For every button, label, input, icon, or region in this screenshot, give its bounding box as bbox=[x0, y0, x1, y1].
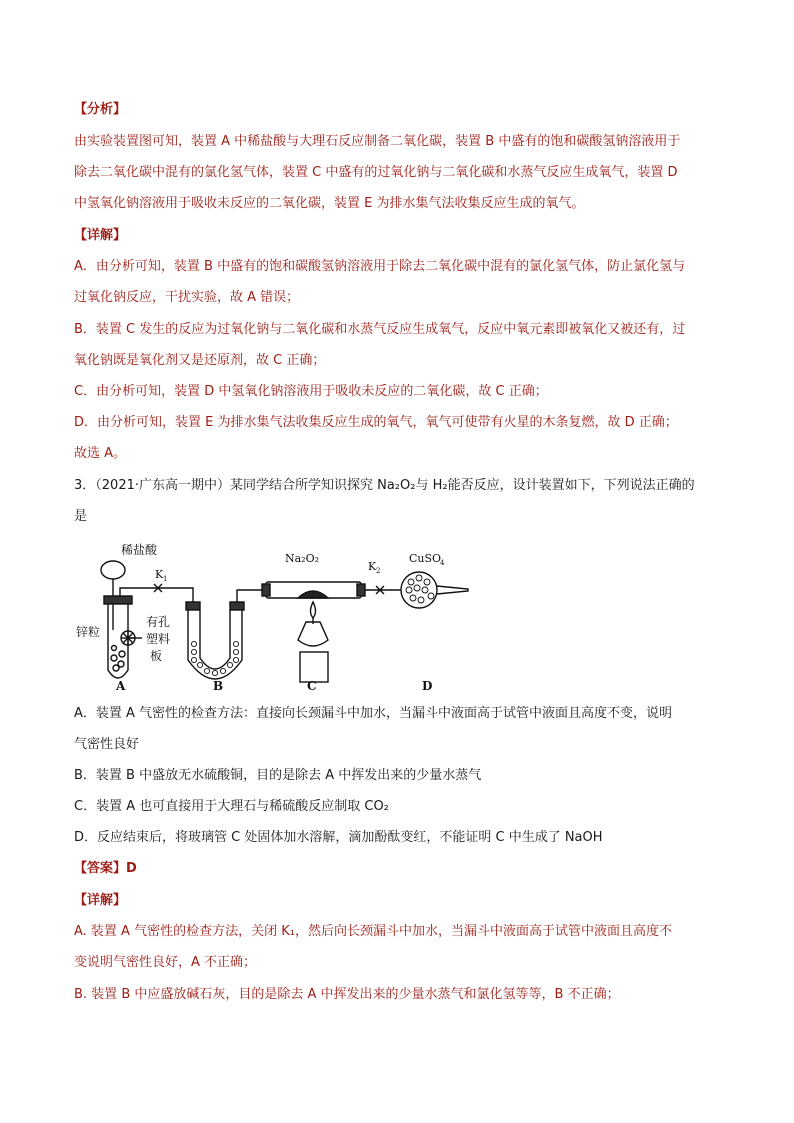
funnel-bulb bbox=[101, 561, 125, 579]
detail-line: D．由分析可知，装置 E 为排水集气法收集反应生成的氧气，氧气可使带有火星的木条复燃，故 D 正确； bbox=[74, 415, 678, 430]
detail-heading: 【详解】 bbox=[74, 228, 127, 243]
question-stem-cont: 是 bbox=[74, 509, 88, 524]
flame bbox=[311, 602, 316, 618]
analysis-line: 由实验装置图可知，装置 A 中稀盐酸与大理石反应制备二氧化碳，装置 B 中盛有的饱和碳酸氢钠溶液用于 bbox=[74, 134, 681, 149]
alcohol-lamp bbox=[298, 622, 328, 646]
analysis-line: 中氢氧化钠溶液用于吸收未反应的二氧化碳，装置 E 为排水集气法收集反应生成的氧气。 bbox=[74, 196, 585, 211]
label-plate-1: 有孔 bbox=[146, 615, 171, 629]
detail-line: C．由分析可知，装置 D 中氢氧化钠溶液用于吸收未反应的二氧化碳，故 C 正确； bbox=[74, 384, 548, 399]
option-d: D．反应结束后，将玻璃管 C 处固体加水溶解，滴加酚酞变红，不能证明 C 中生成了 NaOH bbox=[74, 830, 603, 845]
label-k1-sub: 1 bbox=[163, 575, 168, 583]
drying-stem bbox=[437, 586, 468, 594]
detail2-heading: 【详解】 bbox=[74, 893, 127, 908]
analysis-heading: 【分析】 bbox=[74, 102, 127, 117]
label-k1: K bbox=[155, 568, 164, 581]
detail2-line: A. 装置 A 气密性的检查方法，关闭 K₁，然后向长颈漏斗中加水，当漏斗中液面高于试管中液面且高度不 bbox=[74, 924, 672, 939]
detail-line: B．装置 C 发生的反应为过氧化钠与二氧化碳和水蒸气反应生成氧气，反应中氧元素即被氧化又被还有，过 bbox=[74, 322, 686, 337]
stopper-b2 bbox=[230, 602, 244, 610]
label-cuso4-sub: 4 bbox=[440, 559, 445, 567]
label-plate-3: 板 bbox=[150, 649, 163, 663]
label-d: D bbox=[422, 679, 433, 693]
detail-line: A．由分析可知，装置 B 中盛有的饱和碳酸氢钠溶液用于除去二氧化碳中混有的氯化氢气体，防止氯化氢与 bbox=[74, 259, 686, 274]
detail2-line: B. 装置 B 中应盛放碱石灰，目的是除去 A 中挥发出来的少量水蒸气和氯化氢等等，B 不正确； bbox=[74, 987, 620, 1002]
label-na2o2: Na₂O₂ bbox=[285, 552, 320, 565]
option-b: B．装置 B 中盛放无水硫酸铜，目的是除去 A 中挥发出来的少量水蒸气 bbox=[74, 768, 482, 783]
na2o2-powder bbox=[298, 591, 328, 598]
answer-line: 【答案】D bbox=[74, 861, 137, 876]
option-a: A．装置 A 气密性的检查方法：直接向长颈漏斗中加水，当漏斗中液面高于试管中液面且高度不变，说明 bbox=[74, 706, 673, 721]
label-cuso4: CuSO bbox=[409, 552, 442, 565]
question-stem: 3．（2021·广东高一期中）某同学结合所学知识探究 Na₂O₂与 H₂能否反应，设计装置如下，下列说法正确的 bbox=[74, 478, 695, 493]
label-plate-2: 塑料 bbox=[146, 632, 171, 646]
detail-line: 氧化钠既是氧化剂又是还原剂，故 C 正确； bbox=[74, 353, 326, 368]
stopper-b1 bbox=[186, 602, 200, 610]
label-a: A bbox=[116, 679, 126, 693]
label-zinc: 锌粒 bbox=[76, 625, 101, 639]
label-dilute-hcl: 稀盐酸 bbox=[121, 543, 158, 557]
label-k2: K bbox=[368, 560, 377, 573]
option-a-cont: 气密性良好 bbox=[74, 737, 140, 752]
stopper-a bbox=[104, 596, 132, 604]
lamp-stand bbox=[300, 652, 328, 682]
label-b: B bbox=[213, 679, 224, 693]
apparatus-figure bbox=[76, 540, 476, 695]
detail-line: 过氧化钠反应，干扰实验，故 A 错误； bbox=[74, 290, 300, 305]
label-c: C bbox=[307, 679, 317, 693]
analysis-line: 除去二氧化碳中混有的氯化氢气体，装置 C 中盛有的过氧化钠与二氧化碳和水蒸气反应生成氧气，装置 D bbox=[74, 165, 678, 180]
detail-line: 故选 A。 bbox=[74, 446, 127, 461]
label-k2-sub: 2 bbox=[376, 567, 381, 575]
detail2-line: 变说明气密性良好，A 不正确； bbox=[74, 955, 257, 970]
option-c: C．装置 A 也可直接用于大理石与稀硫酸反应制取 CO₂ bbox=[74, 799, 389, 814]
